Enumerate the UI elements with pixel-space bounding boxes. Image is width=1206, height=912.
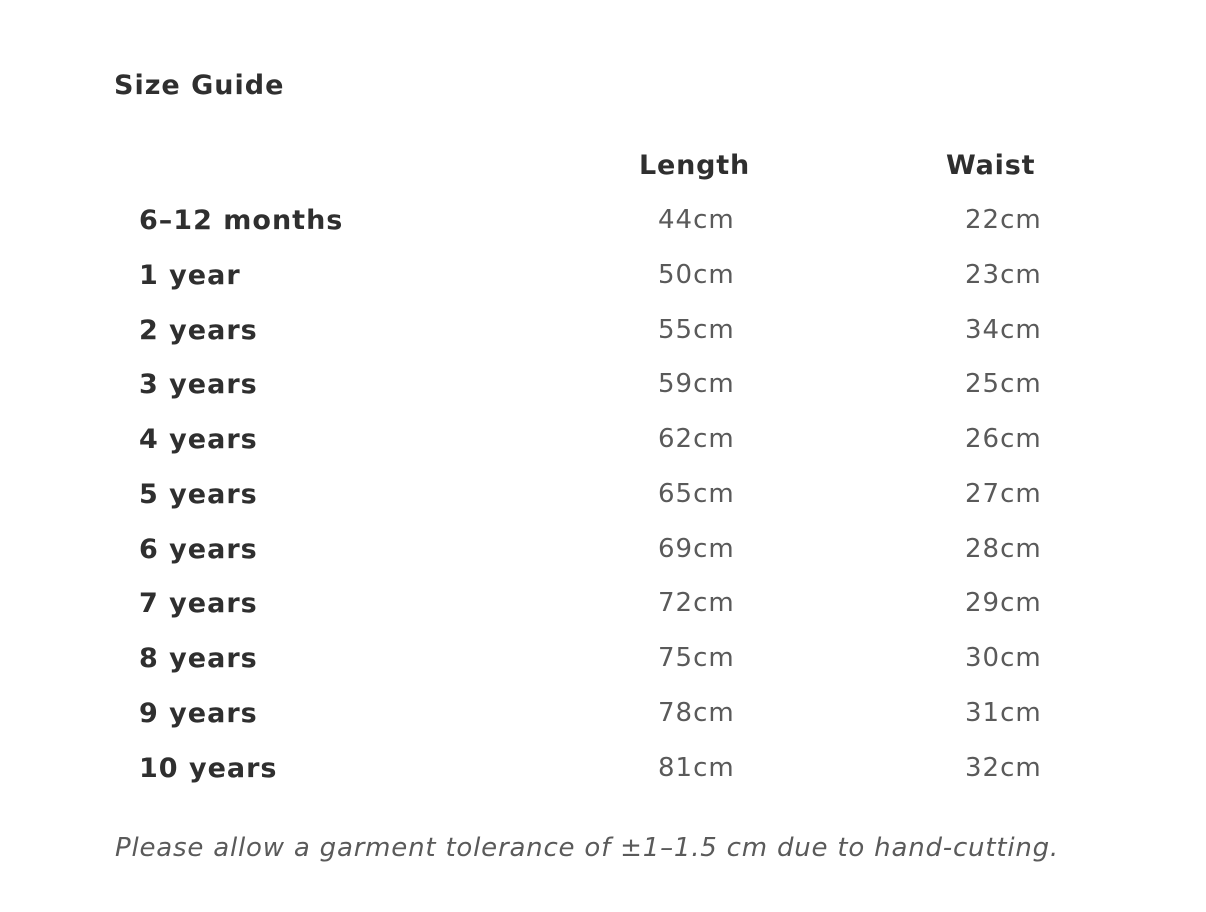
size-label: 4 years (139, 424, 258, 455)
table-row (0, 260, 1206, 300)
length-value: 55cm (658, 315, 735, 345)
waist-value: 29cm (965, 588, 1042, 618)
waist-value: 25cm (965, 369, 1042, 399)
waist-value: 27cm (965, 479, 1042, 509)
length-value: 62cm (658, 424, 735, 454)
tolerance-note: Please allow a garment tolerance of ±1–1.5 cm due to hand-cutting. (115, 833, 1059, 863)
size-label: 6–12 months (139, 205, 344, 236)
waist-value: 30cm (965, 643, 1042, 673)
table-row (0, 753, 1206, 793)
table-row (0, 205, 1206, 245)
size-label: 1 year (139, 260, 241, 291)
table-row (0, 643, 1206, 683)
size-label: 3 years (139, 369, 258, 400)
waist-value: 28cm (965, 534, 1042, 564)
page-title: Size Guide (114, 70, 285, 101)
length-value: 59cm (658, 369, 735, 399)
size-label: 5 years (139, 479, 258, 510)
size-label: 9 years (139, 698, 258, 729)
length-value: 50cm (658, 260, 735, 290)
length-value: 75cm (658, 643, 735, 673)
waist-value: 23cm (965, 260, 1042, 290)
waist-value: 34cm (965, 315, 1042, 345)
column-header-length: Length (639, 150, 750, 181)
table-row (0, 369, 1206, 409)
table-row (0, 479, 1206, 519)
size-label: 6 years (139, 534, 258, 565)
length-value: 72cm (658, 588, 735, 618)
size-label: 2 years (139, 315, 258, 346)
length-value: 65cm (658, 479, 735, 509)
table-row (0, 588, 1206, 628)
length-value: 44cm (658, 205, 735, 235)
length-value: 69cm (658, 534, 735, 564)
table-row (0, 315, 1206, 355)
size-label: 8 years (139, 643, 258, 674)
waist-value: 26cm (965, 424, 1042, 454)
size-label: 10 years (139, 753, 278, 784)
waist-value: 32cm (965, 753, 1042, 783)
table-row (0, 424, 1206, 464)
column-header-waist: Waist (946, 150, 1036, 181)
length-value: 81cm (658, 753, 735, 783)
waist-value: 22cm (965, 205, 1042, 235)
table-row (0, 698, 1206, 738)
length-value: 78cm (658, 698, 735, 728)
table-row (0, 534, 1206, 574)
size-label: 7 years (139, 588, 258, 619)
waist-value: 31cm (965, 698, 1042, 728)
